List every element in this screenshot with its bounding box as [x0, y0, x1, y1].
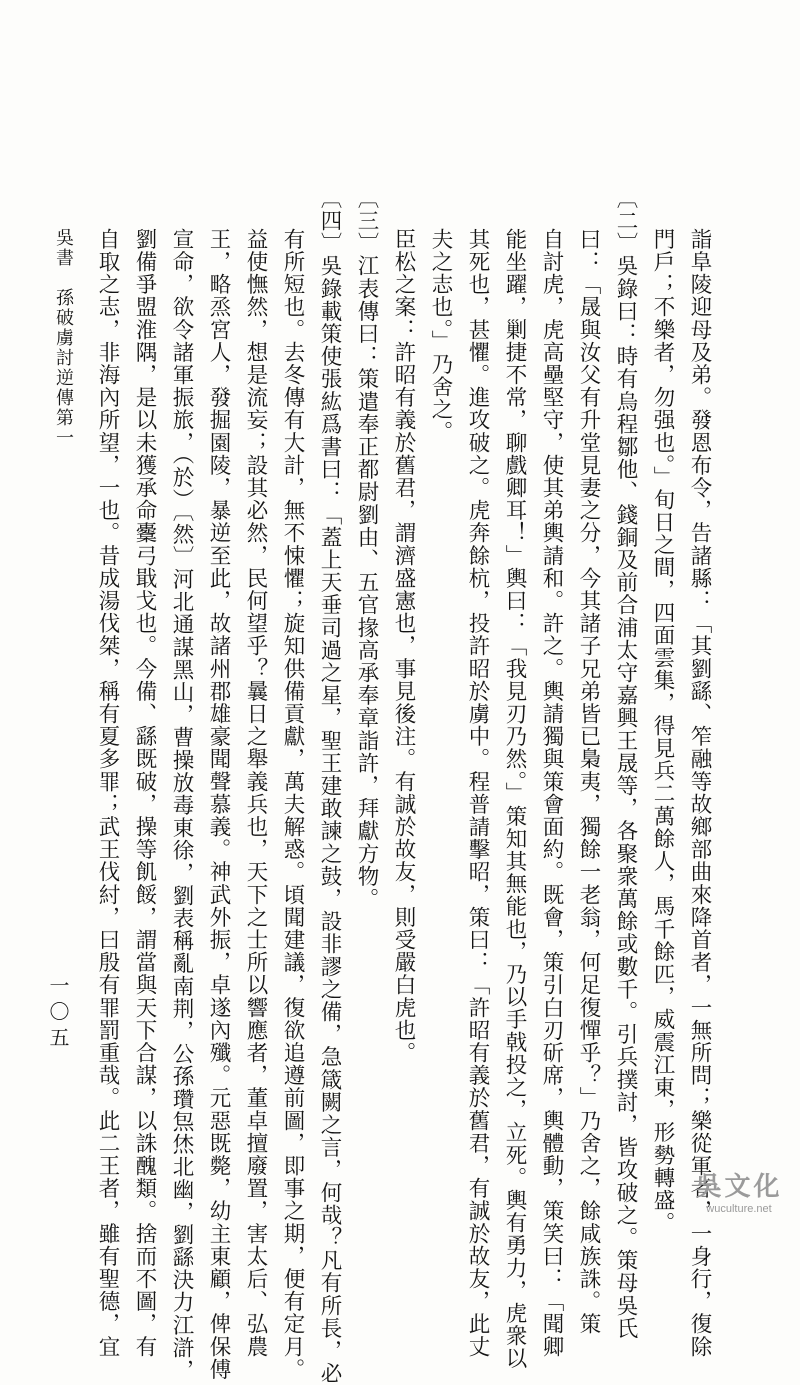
text-column-8: 夫之志也。」乃舍之。: [428, 228, 453, 444]
page-number: 一〇五: [46, 975, 70, 1053]
text-column-6: 能坐躍，剿捷不常，聊戲卿耳！」輿曰：「我見刃乃然。」策知其無能也，乃以手戟投之，立死。輿有勇力，虎衆以: [502, 228, 527, 1370]
watermark-logo: [686, 1166, 792, 1215]
text-column-2: 門戶；不樂者，勿强也。」旬日之間，四面雲集，得見兵二萬餘人，馬千餘匹，威震江東，形勢轉盛。: [650, 228, 675, 1235]
text-column-12: 有所短也。去冬傳有大計，無不悚懼；旋知供備貢獻，萬夫解惑。頃聞建議，復欲追遵前圖，即事之期，便有定月。: [280, 228, 305, 1381]
text-column-10: 〔三〕江表傳曰：策遣奉正都尉劉由、五官掾高承奉章詣許，拜獻方物。: [354, 187, 379, 911]
text-column-17: 自取之志，非海內所望，一也。昔成湯伐桀，稱有夏多罪；武王伐紂，曰殷有罪罰重哉。此二王者，雖有聖德，宜: [95, 228, 120, 1358]
text-column-7: 其死也，甚懼。進攻破之。虎奔餘杭，投許昭於虜中。程普請擊昭，策曰：「許昭有義於舊君，有誠於故友，此丈: [465, 228, 490, 1358]
text-column-3: 〔二〕吳錄曰：時有烏程鄒他、錢銅及前合浦太守嘉興王晟等，各聚衆萬餘或數千。引兵撲討，皆攻破之。策母吳氏: [613, 187, 638, 1340]
book-title-footer: 吳書 孫破虜討逆傳第一: [53, 228, 74, 448]
text-column-4: 曰：「晟與汝父有升堂見妻之分，今其諸子兄弟皆已梟夷，獨餘一老翁，何足復憚乎？」乃舍之，餘咸族誅。策: [576, 228, 601, 1336]
text-column-15: 宣命，欲令諸軍振旅，（於）〔然〕河北通謀黑山，曹操放毒東徐，劉表稱亂南荆，公孫瓚炰烋北幽，劉繇決力江滸，: [169, 228, 194, 1382]
text-column-5: 自討虎，虎高壘堅守，使其弟輿請和。許之。輿請獨與策會面約。既會，策引白刃斫席，輿體動，策笑曰：「聞卿: [539, 228, 564, 1358]
watermark-url: wuculture.net: [706, 1203, 772, 1215]
text-column-16: 劉備爭盟淮隅，是以未獲承命櫜弓戢戈也。今備、繇既破，操等飢餒，謂當與天下合謀，以誅醜類。捨而不圖，有: [132, 228, 157, 1358]
text-column-13: 益使憮然，想是流妄；設其必然，民何望乎？曩日之舉義兵也，天下之士所以響應者，董卓擅廢置，害太后、弘農: [243, 228, 268, 1358]
text-column-9: 臣松之案：許昭有義於舊君，謂濟盛憲也，事見後注。有誠於故友，則受嚴白虎也。: [391, 228, 416, 1065]
watermark-text: 吳文化: [695, 1172, 783, 1202]
text-column-1: 詣阜陵迎母及弟。發恩布令，告諸縣：「其劉繇、笮融等故鄉部曲來降首者，一無所問；樂從軍者，一身行，復除: [687, 228, 712, 1358]
text-column-11: 〔四〕吳錄載策使張紘爲書曰：「蓋上天垂司過之星，聖王建敢諫之鼓，設非謬之備，急箴闕之言，何哉？凡有所長，必: [317, 187, 342, 1385]
text-column-14: 王，略烝宮人，發掘園陵，暴逆至此，故諸州郡雄豪聞聲慕義。神武外振，卓遂內殲。元惡既斃，幼主東顧，俾保傅: [206, 228, 231, 1381]
